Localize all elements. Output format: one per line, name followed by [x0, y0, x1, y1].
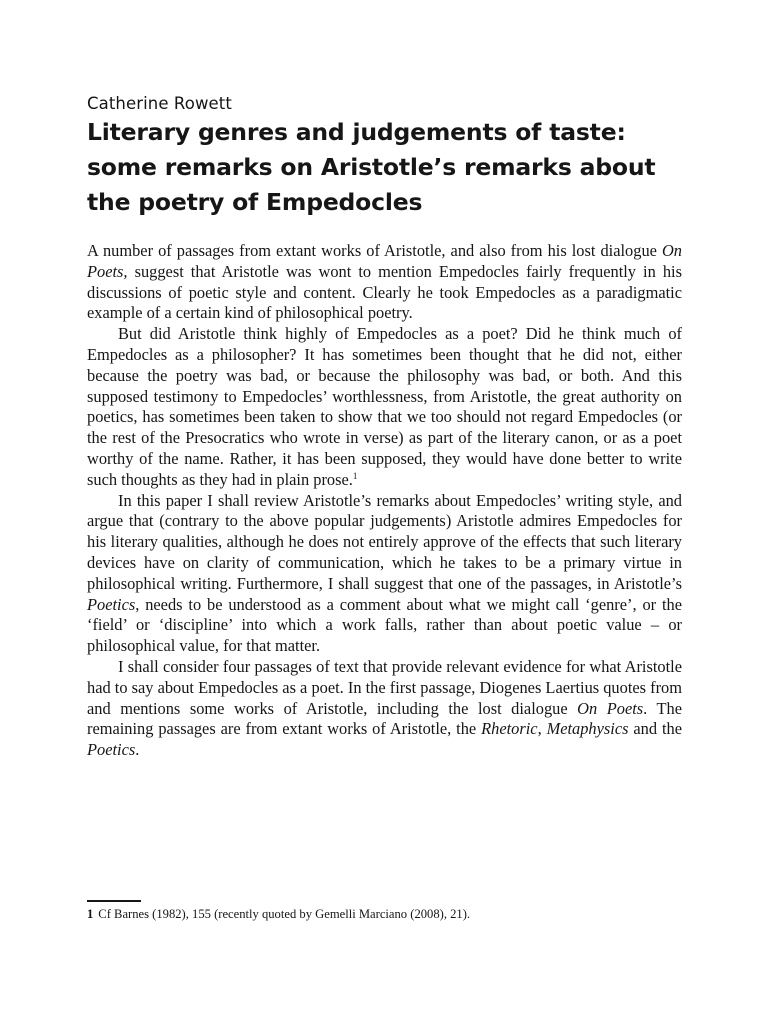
- paragraph-text: , needs to be understood as a comment about what we might call ‘genre’, or the ‘field’ or ‘discipline’ into which a work falls, rather than about poetic value – or philosophical value, for that matter.: [87, 594, 682, 656]
- author-name: Catherine Rowett: [87, 94, 232, 113]
- title-line: some remarks on Aristotle’s remarks about: [87, 153, 656, 181]
- title-line: Literary genres and judgements of taste:: [87, 118, 626, 146]
- italic-work-title: Poetics: [87, 740, 136, 760]
- footnote-text: Cf Barnes (1982), 155 (recently quoted by Gemelli Marciano (2008), 21).: [98, 907, 471, 921]
- paragraph-1: [87, 241, 682, 324]
- italic-work-title: Rhetoric: [481, 719, 538, 739]
- paragraph-text: and the: [628, 719, 682, 739]
- footnote: [87, 906, 682, 923]
- title-line: the poetry of Empedocles: [87, 188, 423, 216]
- paragraph-text: A number of passages from extant works of Aristotle, and also from his lost dialogue: [87, 241, 662, 260]
- paragraph-2: [87, 324, 682, 490]
- paragraph-3: [87, 491, 682, 657]
- paragraph-text: suggest that Aristotle was wont to mention Empedocles fairly frequently in his discussions of poetic style and content. Clearly he took Empedocles as a paradigmatic example of a certain kind of philosophical poetry.: [87, 261, 682, 323]
- footnote-number: 1: [87, 907, 94, 921]
- page-content: [87, 93, 682, 761]
- paragraph-text: But did Aristotle think highly of Empedocles as a poet? Did he think much of Empedocles as a philosopher? It has sometimes been thought that he did not, either because the poetry was bad, or because the philosophy was bad, or both. And this supposed testimony to Empedocles’ worthlessness, from Aristotle, the great authority on poetics, has sometimes been taken to show that we too should not regard Empedocles (or the rest of the Presocratics who wrote in verse) as part of the literary canon, or as a poet worthy of the name. Rather, it has been supposed, they would have done better to write such thoughts as they had in plain prose.: [87, 324, 682, 489]
- italic-work-title: Metaphysics: [546, 719, 629, 739]
- paragraph-text: In this paper I shall review Aristotle’s remarks about Empedocles’ writing style, and argue that (contrary to the above popular judgements) Aristotle admires Empedocles for his literary qualities, although he does not entirely approve of the effects that such literary devices have on clarity of communication, which he takes to be a primary virtue in philosophical writing. Furthermore, I shall suggest that one of the passages, in Aristotle’s: [87, 490, 682, 593]
- paragraph-4: [87, 657, 682, 761]
- paragraph-text: . The remaining passages are from extant works of Aristotle, the: [87, 698, 682, 739]
- italic-work-title: On Poets,: [87, 241, 682, 281]
- paragraph-text: I shall consider four passages of text that provide relevant evidence for what Aristotle had to say about Empedocles as a poet. In the first passage, Diogenes Laertius quotes from and mentions some works of Aristotle, including the lost dialogue: [87, 656, 682, 718]
- italic-work-title: Poetics: [87, 594, 136, 614]
- footnote-divider: [87, 900, 141, 902]
- paragraph-text: .: [135, 740, 140, 760]
- paragraph-text: ,: [537, 719, 547, 739]
- italic-work-title: On Poets: [577, 698, 644, 718]
- footnote-reference[interactable]: 1: [352, 470, 358, 481]
- article-title: [87, 115, 682, 220]
- article-body: [87, 241, 682, 761]
